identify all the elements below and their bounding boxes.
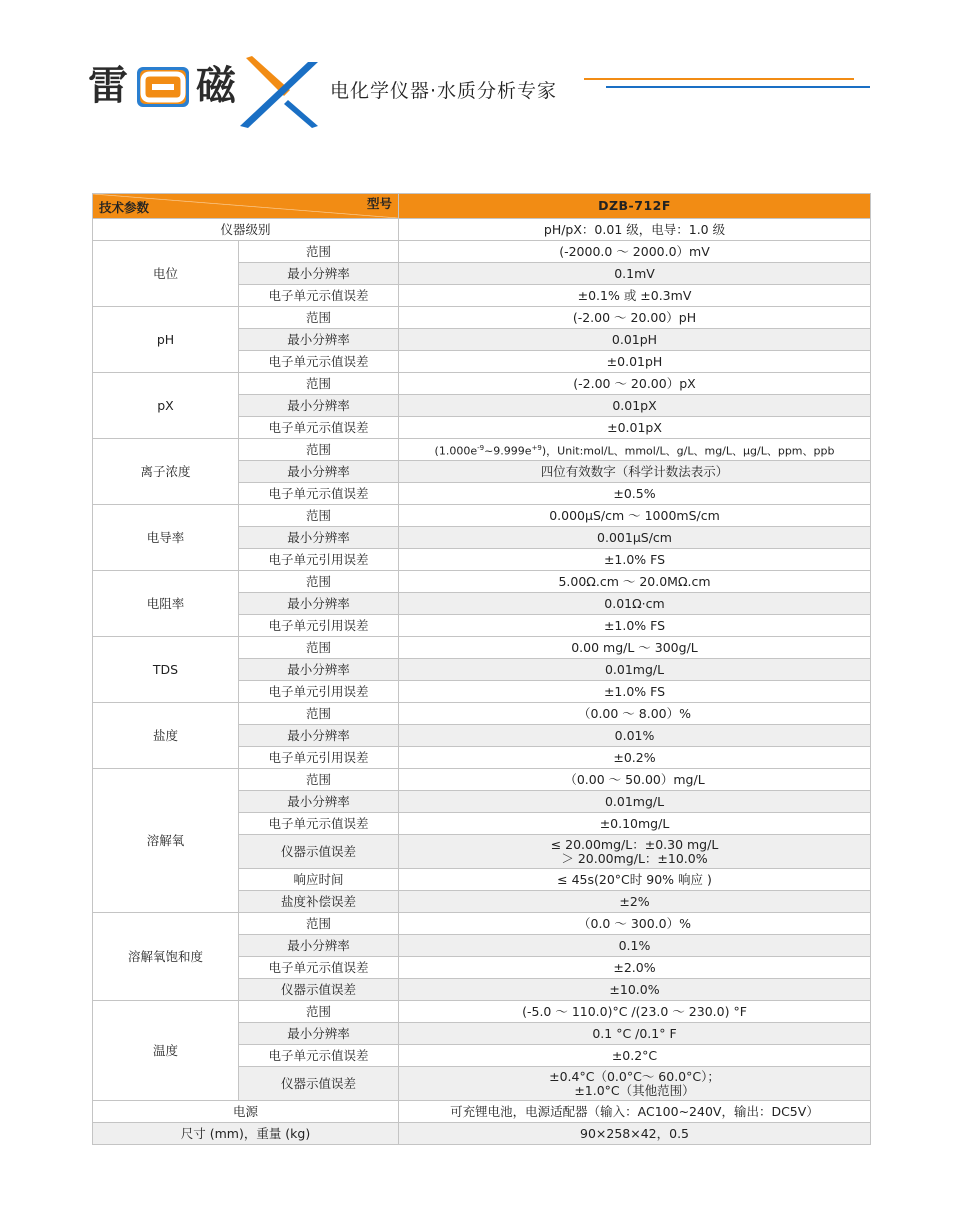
param-value: ±0.1% 或 ±0.3mV	[399, 285, 871, 307]
param-label: 电子单元示值误差	[239, 1045, 399, 1067]
category-label: 电阻率	[93, 571, 239, 637]
param-value: 0.1 °C /0.1° F	[399, 1023, 871, 1045]
param-value: 0.01Ω·cm	[399, 593, 871, 615]
param-label: 范围	[239, 571, 399, 593]
param-label: 最小分辨率	[239, 329, 399, 351]
category-label: pH	[93, 307, 239, 373]
param-value-part: +9	[531, 443, 542, 452]
param-label: 范围	[239, 373, 399, 395]
table-row	[93, 913, 871, 935]
category-label: 电位	[93, 241, 239, 307]
param-value: ±0.01pH	[399, 351, 871, 373]
param-label: 电子单元引用误差	[239, 747, 399, 769]
param-value: 0.01mg/L	[399, 791, 871, 813]
param-label: 最小分辨率	[239, 791, 399, 813]
param-label: 仪器示值误差	[239, 835, 399, 869]
category-label: TDS	[93, 637, 239, 703]
param-value: 0.01pX	[399, 395, 871, 417]
category-label: pX	[93, 373, 239, 439]
table-row	[93, 505, 871, 527]
table-row-level	[93, 219, 871, 241]
param-value: 0.001μS/cm	[399, 527, 871, 549]
param-label: 最小分辨率	[239, 461, 399, 483]
logo-char-ci: 磁	[196, 63, 236, 109]
category-label: 溶解氧饱和度	[93, 913, 239, 1001]
param-label: 电子单元引用误差	[239, 681, 399, 703]
param-value: ±0.2°C	[399, 1045, 871, 1067]
category-label: 溶解氧	[93, 769, 239, 913]
param-value: 0.00 mg/L ～ 300g/L	[399, 637, 871, 659]
param-label: 最小分辨率	[239, 593, 399, 615]
table-row	[93, 373, 871, 395]
param-label: 电子单元示值误差	[239, 285, 399, 307]
param-value-part: ~9.999e	[484, 444, 532, 458]
param-label: 最小分辨率	[239, 935, 399, 957]
param-value: ±10.0%	[399, 979, 871, 1001]
param-value-line: ＞ 20.00mg/L：±10.0%	[561, 850, 708, 866]
param-value: 0.01mg/L	[399, 659, 871, 681]
param-value-line: ±0.4°C（0.0°C～ 60.0°C）；	[549, 1068, 720, 1084]
param-label: 电子单元示值误差	[239, 351, 399, 373]
param-value	[399, 439, 871, 461]
brand-logo-icon	[136, 66, 190, 108]
size-value: 90×258×42，0.5	[399, 1123, 871, 1145]
param-value-line: ±1.0°C（其他范围）	[574, 1082, 695, 1098]
param-label: 电子单元示值误差	[239, 813, 399, 835]
param-value-line: ≤ 20.00mg/L：±0.30 mg/L	[550, 836, 719, 852]
header-param-label: 技术参数	[99, 200, 150, 215]
param-label: 电子单元引用误差	[239, 549, 399, 571]
param-label: 电子单元示值误差	[239, 957, 399, 979]
param-value: ±2.0%	[399, 957, 871, 979]
param-value	[399, 835, 871, 869]
param-label: 最小分辨率	[239, 263, 399, 285]
logo-char-lei: 雷	[88, 63, 128, 109]
param-label: 最小分辨率	[239, 527, 399, 549]
param-value: ±0.01pX	[399, 417, 871, 439]
param-value-part: (1.000e	[434, 444, 478, 458]
category-label: 盐度	[93, 703, 239, 769]
param-label: 盐度补偿误差	[239, 891, 399, 913]
param-value: （0.00 ～ 8.00）%	[399, 703, 871, 725]
header-param-model-cell	[93, 194, 399, 219]
param-label: 最小分辨率	[239, 725, 399, 747]
param-value: 0.01pH	[399, 329, 871, 351]
param-label: 范围	[239, 1001, 399, 1023]
param-value: ±0.2%	[399, 747, 871, 769]
table-row-size	[93, 1123, 871, 1145]
param-value: （0.0 ～ 300.0）%	[399, 913, 871, 935]
param-value	[399, 1067, 871, 1101]
param-value: 0.01%	[399, 725, 871, 747]
param-value: 0.000μS/cm ～ 1000mS/cm	[399, 505, 871, 527]
header-model-name: DZB-712F	[399, 194, 871, 219]
decorative-line-orange	[584, 78, 854, 80]
power-value: 可充锂电池，电源适配器（输入：AC100~240V，输出：DC5V）	[399, 1101, 871, 1123]
table-row	[93, 571, 871, 593]
param-label: 范围	[239, 703, 399, 725]
param-label: 最小分辨率	[239, 395, 399, 417]
table-row-power	[93, 1101, 871, 1123]
table-row	[93, 241, 871, 263]
category-label: 离子浓度	[93, 439, 239, 505]
spec-table	[92, 193, 871, 1145]
param-label: 仪器示值误差	[239, 1067, 399, 1101]
level-label: 仪器级别	[93, 219, 399, 241]
header-model-label: 型号	[366, 196, 392, 211]
brand-tagline: 电化学仪器·水质分析专家	[330, 80, 558, 102]
param-label: 范围	[239, 913, 399, 935]
param-value-part: )，Unit:mol/L、mmol/L、g/L、mg/L、μg/L、ppm、ppb	[541, 444, 835, 458]
param-value: (-2.00 ～ 20.00）pX	[399, 373, 871, 395]
param-label: 电子单元引用误差	[239, 615, 399, 637]
param-label: 范围	[239, 439, 399, 461]
logo-x-mark-icon	[238, 56, 322, 128]
param-value: ±0.5%	[399, 483, 871, 505]
param-label: 电子单元示值误差	[239, 483, 399, 505]
param-value: (-2000.0 ～ 2000.0）mV	[399, 241, 871, 263]
param-label: 范围	[239, 307, 399, 329]
param-value-part: -9	[477, 443, 485, 452]
category-label: 电导率	[93, 505, 239, 571]
param-label: 电子单元示值误差	[239, 417, 399, 439]
param-label: 范围	[239, 637, 399, 659]
param-label: 最小分辨率	[239, 659, 399, 681]
param-value: 0.1%	[399, 935, 871, 957]
page-header	[0, 0, 960, 140]
param-label: 响应时间	[239, 869, 399, 891]
level-value: pH/pX：0.01 级，电导：1.0 级	[399, 219, 871, 241]
table-row	[93, 439, 871, 461]
table-row	[93, 1001, 871, 1023]
param-label: 范围	[239, 769, 399, 791]
param-value: 5.00Ω.cm ～ 20.0MΩ.cm	[399, 571, 871, 593]
table-row	[93, 703, 871, 725]
param-value: 四位有效数字（科学计数法表示）	[399, 461, 871, 483]
param-label: 仪器示值误差	[239, 979, 399, 1001]
param-value: ±1.0% FS	[399, 615, 871, 637]
param-value: ±2%	[399, 891, 871, 913]
param-value: （0.00 ～ 50.00）mg/L	[399, 769, 871, 791]
decorative-line-blue	[606, 86, 870, 88]
param-value: (-5.0 ～ 110.0)°C /(23.0 ～ 230.0) °F	[399, 1001, 871, 1023]
param-value: ≤ 45s(20°C时 90% 响应 )	[399, 869, 871, 891]
table-row	[93, 637, 871, 659]
param-label: 范围	[239, 505, 399, 527]
param-value: ±0.10mg/L	[399, 813, 871, 835]
power-label: 电源	[93, 1101, 399, 1123]
table-row	[93, 769, 871, 791]
param-value: 0.1mV	[399, 263, 871, 285]
param-label: 范围	[239, 241, 399, 263]
param-label: 最小分辨率	[239, 1023, 399, 1045]
table-header-row	[93, 194, 871, 219]
category-label: 温度	[93, 1001, 239, 1101]
param-value: ±1.0% FS	[399, 549, 871, 571]
table-row	[93, 307, 871, 329]
param-value: ±1.0% FS	[399, 681, 871, 703]
size-label: 尺寸 (mm)，重量 (kg)	[93, 1123, 399, 1145]
param-value: (-2.00 ～ 20.00）pH	[399, 307, 871, 329]
